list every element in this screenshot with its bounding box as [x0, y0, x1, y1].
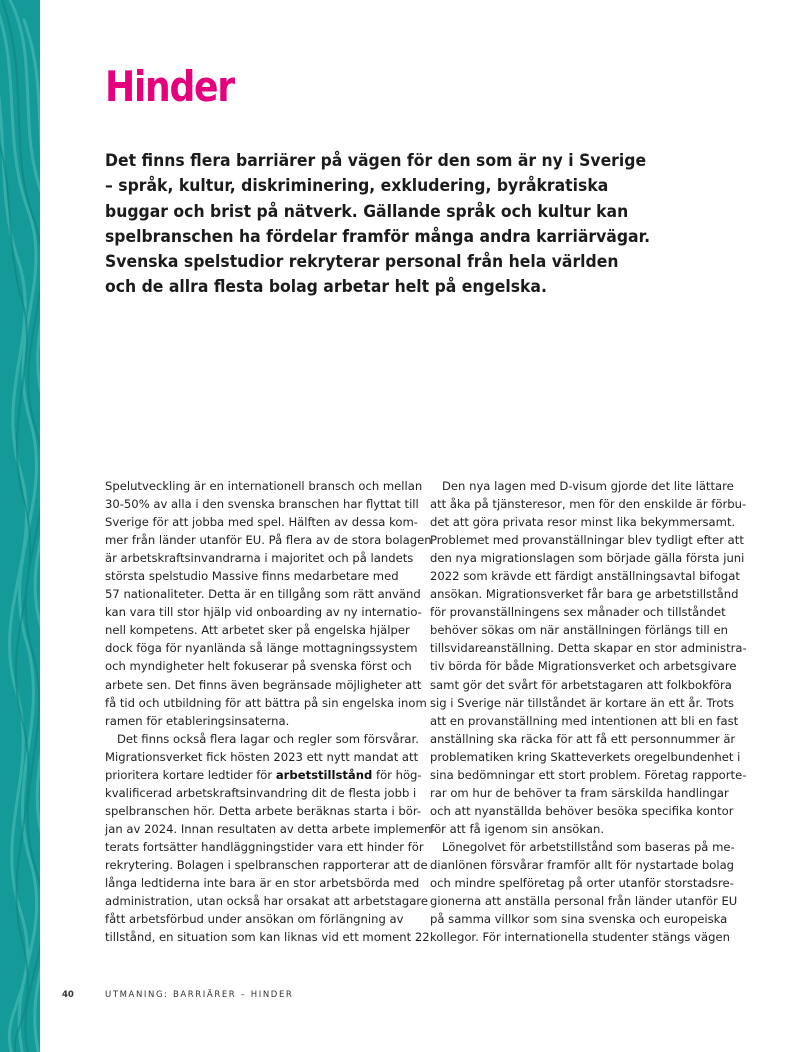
body-line: långa ledtiderna inte bara är en stor arbetsbörda med: [105, 876, 420, 891]
body-line: arbete sen. Det finns även begränsade möjligheter att: [105, 677, 422, 692]
body-line: behöver sökas om när anställningen förlängs till en: [430, 623, 728, 638]
body-line: det att göra privata resor minst lika bekymmersamt.: [430, 515, 736, 530]
body-line: kvalificerad arbetskraftsinvandring dit de flesta jobb i: [105, 785, 417, 800]
body-line: rekrytering. Bolagen i spelbranschen rapporterar att de: [105, 857, 428, 872]
body-line: fått arbetsförbud under ansökan om förlängning av: [105, 912, 404, 927]
body-line: nell kompetens. Att arbetet sker på engelska hjälper: [105, 623, 410, 638]
lead-line: spelbranschen ha fördelar framför många andra karriärvägar.: [105, 226, 651, 247]
body-line: 57 nationaliteter. Detta är en tillgång som rätt använd: [105, 587, 421, 602]
decorative-sidebar: [0, 0, 40, 1052]
body-line: gionerna att anställa personal från länder utanför EU: [430, 894, 738, 909]
lead-paragraph: [105, 149, 651, 301]
body-line: Sverige för att jobba med spel. Hälften av dessa kom-: [105, 515, 418, 530]
running-head: UTMANING: BARRIÄRER – HINDER: [105, 990, 294, 1000]
body-line: sig i Sverige när tillståndet är kortare än ett år. Trots: [430, 695, 735, 710]
body-line: dock föga för nyanlända så länge mottagningssystem: [105, 641, 418, 656]
body-line: Spelutveckling är en internationell bransch och mellan: [105, 479, 423, 493]
lead-line: Det finns flera barriärer på vägen för den som är ny i Sverige: [105, 151, 647, 171]
body-line: anställning ska räcka för att få ett personnummer är: [430, 731, 736, 746]
lead-line: Svenska spelstudior rekryterar personal från hela världen: [105, 252, 619, 273]
body-line: är arbetskraftsinvandrarna i majoritet och på landets: [105, 551, 414, 566]
body-line: mer från länder utanför EU. På flera av de stora bolagen: [105, 533, 432, 548]
body-line: tillstånd, en situation som kan liknas vid ett moment 22.: [105, 930, 434, 945]
lead-line: och de allra flesta bolag arbetar helt på engelska.: [105, 277, 547, 298]
body-line: Migrationsverket fick hösten 2023 ett nytt mandat att: [105, 749, 419, 764]
body-line: största spelstudio Massive finns medarbetare med: [105, 569, 399, 584]
body-line: dianlönen försvårar framför allt för nystartade bolag: [430, 857, 735, 872]
body-line: få tid och utbildning för att bättra på sin engelska inom: [105, 695, 427, 710]
body-line: Den nya lagen med D-visum gjorde det lite lättare: [442, 479, 734, 493]
body-line: ramen för etableringsinsaterna.: [105, 713, 290, 728]
body-line: och mindre spelföretag på orter utanför storstadsre-: [430, 876, 734, 891]
body-line: tiv börda för både Migrationsverket och arbetsgivare: [430, 659, 737, 674]
body-line: och myndigheter helt fokuserar på svenska först och: [105, 659, 412, 674]
body-line: rar om hur de behöver ta fram särskilda handlingar: [430, 785, 729, 800]
body-line: och att nyanställda behöver besöka specifika kontor: [430, 803, 734, 818]
lead-line: – språk, kultur, diskriminering, exkludering, byråkratiska: [105, 176, 609, 197]
body-line: Lönegolvet för arbetstillstånd som baseras på me-: [442, 839, 735, 854]
body-line: sina bedömningar ett stort problem. Företag rapporte-: [430, 767, 747, 782]
body-line: kollegor. För internationella studenter stängs vägen: [430, 930, 730, 945]
body-line: Det finns också flera lagar och regler som försvårar.: [117, 731, 419, 746]
body-line-with-term: [105, 766, 423, 784]
body-line: ansökan. Migrationsverket får bara ge arbetstillstånd: [430, 587, 739, 602]
body-line-end: för hög-: [372, 767, 422, 782]
body-line: att åka på tjänsteresor, men för den enskilde är förbu-: [430, 497, 747, 512]
page-title: Hinder: [105, 62, 234, 111]
body-column-right: [430, 477, 748, 946]
body-line: 30-50% av alla i den svenska branschen har flyttat till: [105, 497, 419, 512]
body-line: terats fortsätter handläggningstider vara ett hinder för: [105, 839, 424, 854]
body-line: samt gör det svårt för arbetstagaren att folkbokföra: [430, 677, 732, 692]
body-line: problematiken kring Skatteverkets oregelbundenhet i: [430, 749, 741, 764]
body-line: 2022 som krävde ett färdigt anställningsavtal bifogat: [430, 569, 740, 584]
body-column-left: [105, 477, 436, 946]
body-line: på samma villkor som sina svenska och europeiska: [430, 912, 728, 927]
body-line: för provanställningens sex månader och tillståndet: [430, 605, 726, 620]
body-line-start: prioritera kortare ledtider för: [105, 767, 276, 782]
body-line: för att få igenom sin ansökan.: [430, 821, 605, 836]
page-footer: [0, 990, 800, 1004]
body-line: spelbranschen hör. Detta arbete beräknas starta i bör-: [105, 803, 422, 818]
body-line: kan vara till stor hjälp vid onboarding av ny internatio-: [105, 605, 422, 620]
page-number: 40: [62, 990, 74, 1000]
body-line: jan av 2024. Innan resultaten av detta arbete implemen-: [105, 821, 436, 836]
body-line: tillsvidareanställning. Detta skapar en stor administra-: [430, 641, 747, 656]
wave-pattern: [0, 0, 40, 1052]
lead-line: buggar och brist på nätverk. Gällande språk och kultur kan: [105, 201, 629, 222]
body-line: administration, utan också har orsakat att arbetstagare: [105, 894, 428, 909]
bold-term: arbetstillstånd: [275, 767, 373, 782]
body-line: att en provanställning med intentionen att bli en fast: [430, 713, 739, 728]
body-line: Problemet med provanställningar blev tydligt efter att: [430, 533, 744, 548]
body-line: den nya migrationslagen som började gälla första juni: [430, 551, 745, 566]
